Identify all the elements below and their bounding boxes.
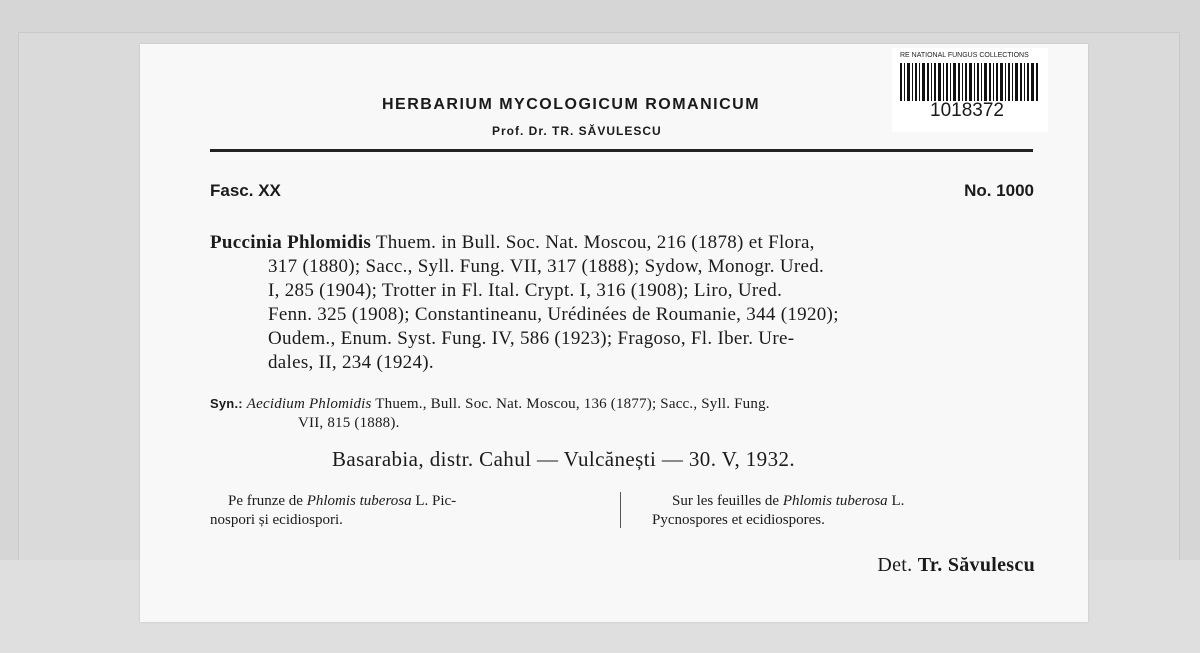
herbarium-curator: Prof. Dr. TR. SĂVULESCU: [492, 124, 662, 138]
synonym-line-1: [210, 394, 1033, 414]
host-ro-suffix: L. Pic-: [411, 493, 457, 509]
barcode-caption: RE NATIONAL FUNGUS COLLECTIONS: [900, 52, 1029, 59]
citation-line-1: [210, 231, 1033, 255]
synonym-line-2: VII, 815 (1888).: [298, 415, 400, 431]
determiner: [877, 554, 1035, 577]
header-rule: [210, 149, 1033, 152]
fascicle-label: Fasc. XX: [210, 181, 281, 200]
citation-line-6: dales, II, 234 (1924).: [268, 352, 434, 373]
column-divider: [620, 492, 621, 528]
host-ro-line-2: nospori și ecidiospori.: [210, 512, 343, 528]
host-fr-plant: Phlomis tuberosa: [782, 493, 888, 509]
host-french: [652, 492, 1042, 530]
synonym-block: [210, 394, 1033, 433]
determiner-name: Tr. Săvulescu: [917, 554, 1035, 576]
collection-locality: Basarabia, distr. Cahul — Vulcănești — 30. V, 1932.: [332, 447, 796, 471]
host-ro-prefix: Pe frunze de: [228, 493, 307, 509]
host-fr-line-1: [652, 492, 1042, 511]
barcode-icon: [900, 63, 1040, 101]
synonym-label: Syn.:: [210, 396, 243, 411]
host-fr-suffix: L.: [887, 493, 905, 509]
synonym-name: Aecidium Phlomidis: [246, 396, 372, 412]
host-fr-line-2: Pycnospores et ecidiospores.: [652, 512, 825, 528]
synonym-reference: Thuem., Bull. Soc. Nat. Moscou, 136 (1877); Sacc., Syll. Fung.: [371, 396, 770, 412]
determiner-prefix: Det.: [877, 554, 918, 576]
host-fr-prefix: Sur les feuilles de: [672, 493, 783, 509]
host-romanian: [210, 492, 600, 530]
species-citation: [210, 231, 1033, 375]
host-ro-line-1: [210, 492, 600, 511]
barcode-number: 1018372: [930, 100, 1004, 121]
citation-line-3: I, 285 (1904); Trotter in Fl. Ital. Crypt. I, 316 (1908); Liro, Ured.: [268, 280, 783, 301]
citation-line-5: Oudem., Enum. Syst. Fung. IV, 586 (1923); Fragoso, Fl. Iber. Ure-: [268, 328, 795, 349]
citation-line-2: 317 (1880); Sacc., Syll. Fung. VII, 317 (1888); Sydow, Monogr. Ured.: [268, 256, 825, 277]
citation-text: Thuem. in Bull. Soc. Nat. Moscou, 216 (1878) et Flora,: [371, 232, 815, 253]
citation-line-4: Fenn. 325 (1908); Constantineanu, Urédinées de Roumanie, 344 (1920);: [268, 304, 839, 325]
specimen-number: No. 1000: [964, 181, 1034, 200]
herbarium-title: HERBARIUM MYCOLOGICUM ROMANICUM: [382, 96, 761, 113]
host-ro-plant: Phlomis tuberosa: [306, 493, 412, 509]
barcode-sticker: [892, 48, 1048, 132]
species-name: Puccinia Phlomidis: [210, 232, 372, 253]
